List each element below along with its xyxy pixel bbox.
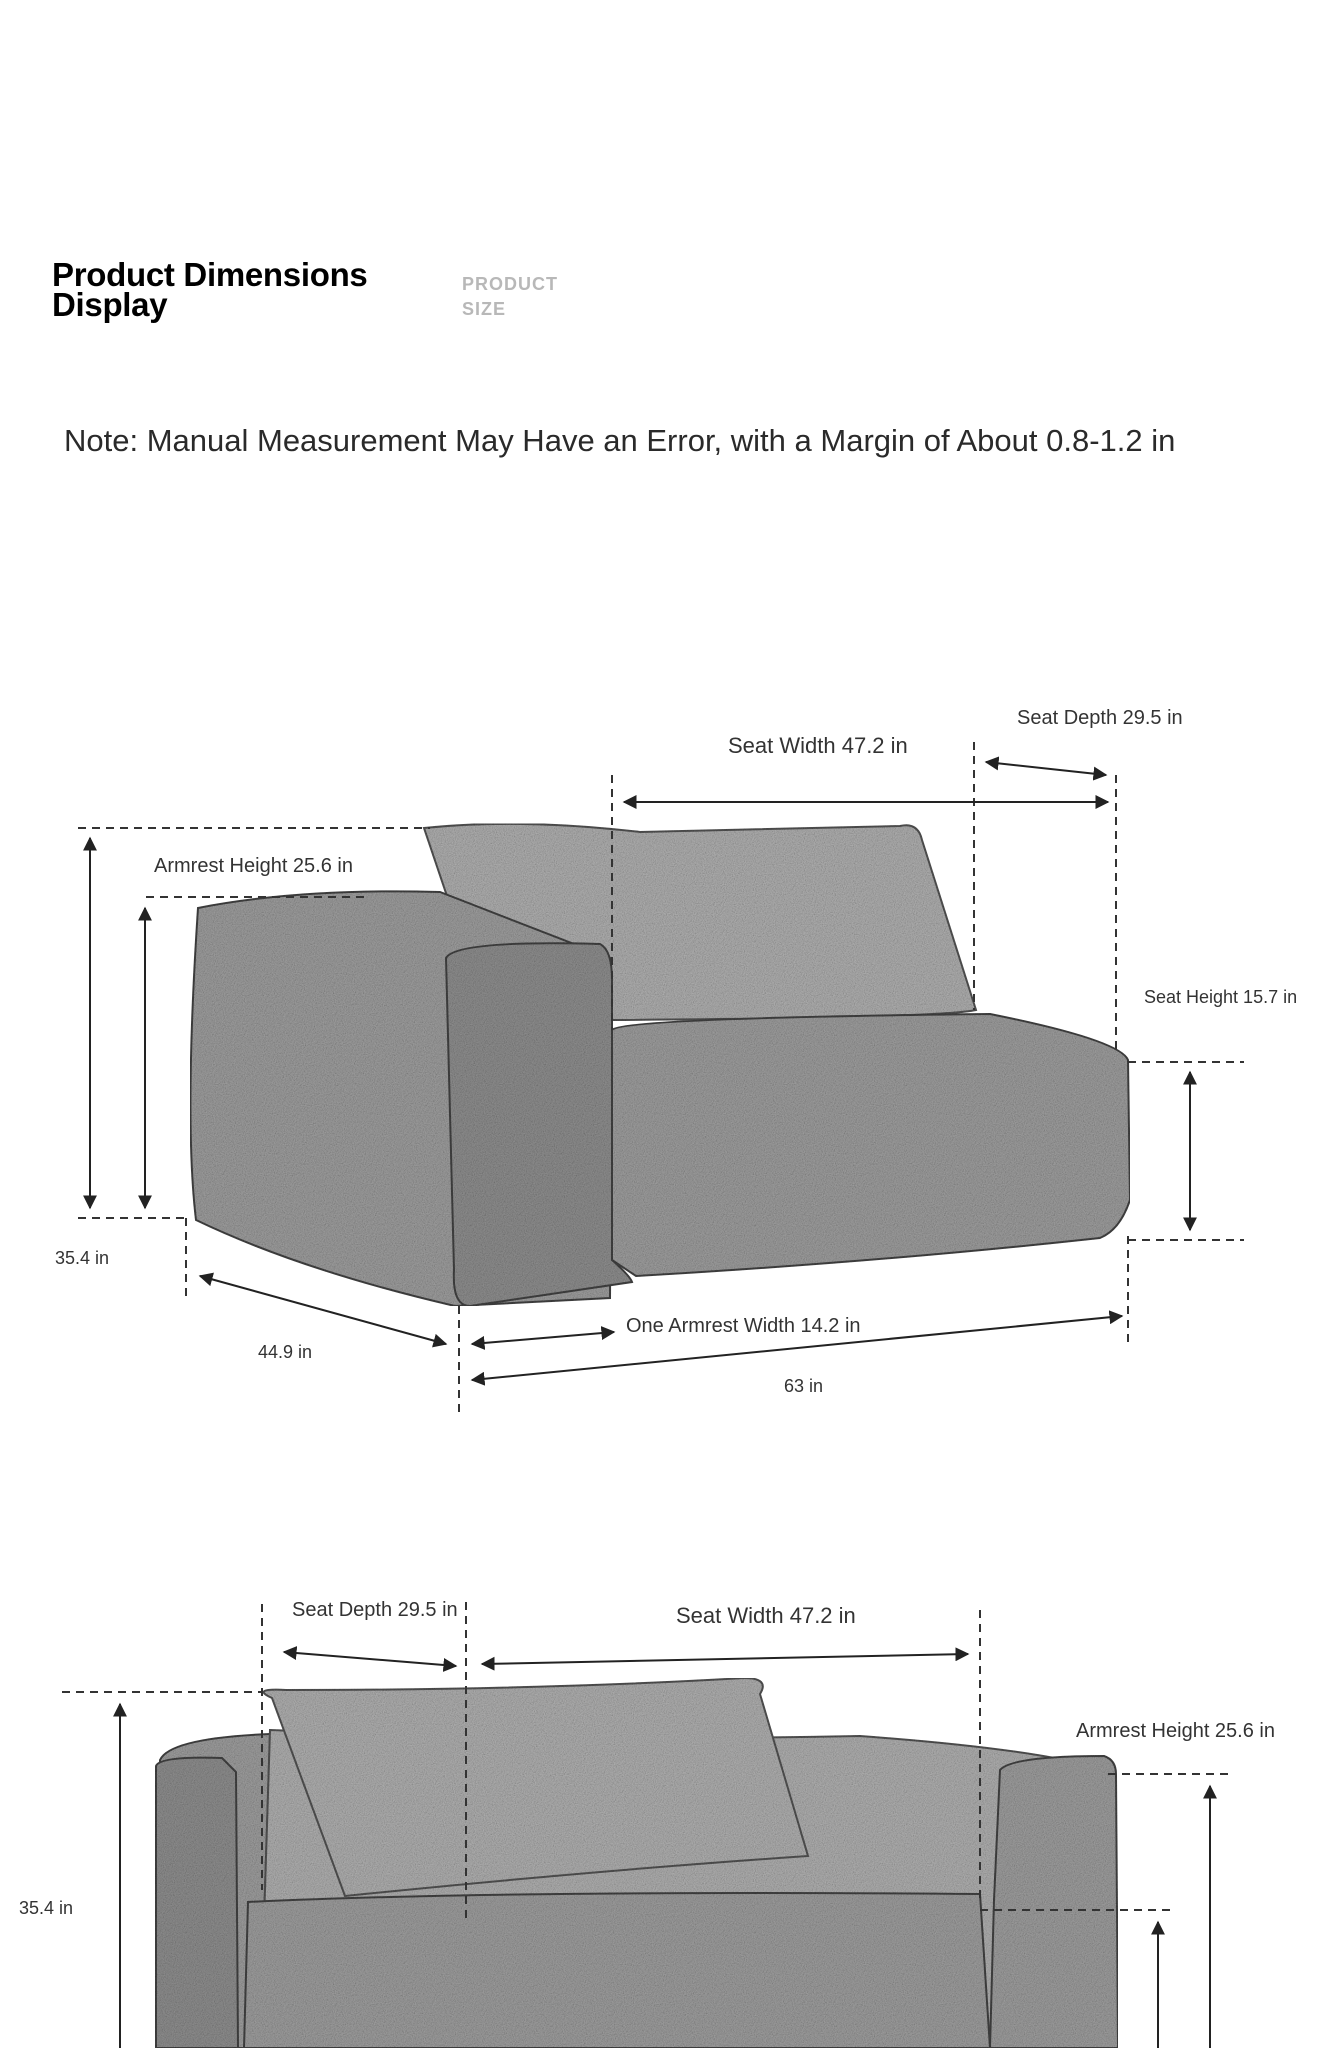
page-title: Product Dimensions Display: [52, 256, 368, 323]
seat-depth-label: Seat Depth 29.5 in: [1017, 707, 1183, 729]
total-height-label: 35.4 in: [19, 1898, 74, 1918]
seat-height-label: Seat Height 15.7 in: [1144, 987, 1298, 1007]
armrest-height-label: Armrest Height 25.6 in: [1076, 1720, 1275, 1742]
total-height-label: 35.4 in: [55, 1248, 110, 1268]
seat-width-arrow: [482, 1654, 968, 1664]
armrest-width-label: One Armrest Width 14.2 in: [626, 1315, 861, 1337]
seat-depth-arrow: [986, 762, 1106, 775]
armrest-width-arrow: [472, 1332, 614, 1344]
measurement-note: Note: Manual Measurement May Have an Error, with a Margin of About 0.8-1.2 in: [64, 423, 1176, 458]
armrest-height-label: Armrest Height 25.6 in: [154, 855, 353, 877]
total-width-label: 63 in: [784, 1376, 824, 1396]
sofa-illustration-2: [155, 1678, 1118, 2048]
page-subtitle: PRODUCT SIZE: [462, 274, 558, 319]
seat-depth-label: Seat Depth 29.5 in: [292, 1599, 458, 1621]
depth-label: 44.9 in: [258, 1342, 313, 1362]
seat-depth-arrow: [284, 1652, 456, 1666]
seat-width-label: Seat Width 47.2 in: [728, 733, 908, 758]
seat-width-label: Seat Width 47.2 in: [676, 1603, 856, 1628]
sofa-dimension-diagram-2: [0, 1560, 1322, 2048]
